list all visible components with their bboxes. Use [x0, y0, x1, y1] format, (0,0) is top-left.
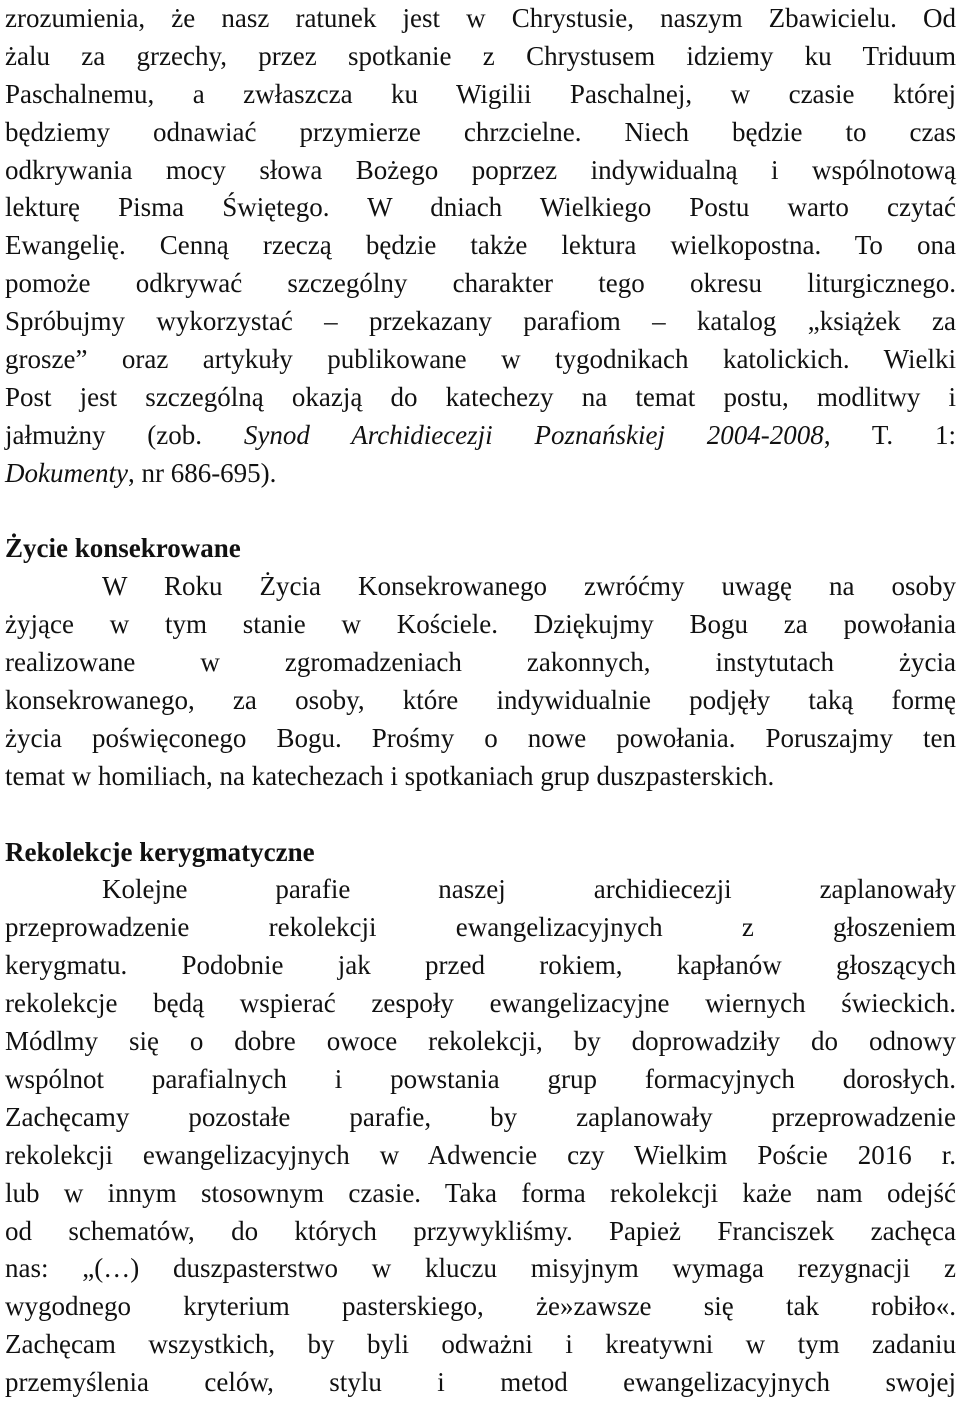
text-line: rekolekcji ewangelizacyjnych w Adwencie czy Wielkim Poście 2016 r.: [5, 1139, 956, 1170]
text-line: wygodnego kryterium pasterskiego, że»zawsze się tak robiło«.: [5, 1291, 956, 1322]
text-line: W Roku Życia Konsekrowanego zwróćmy uwagę na osoby: [102, 571, 956, 602]
citation-title: Synod Archidiecezji Poznańskiej 2004-2008: [243, 419, 824, 450]
text-line: Paschalnemu, a zwłaszcza ku Wigilii Paschalnej, w czasie której: [5, 78, 956, 109]
text-line: nas: „(…) duszpasterstwo w kluczu misyjnym wymaga rezygnacji z: [5, 1253, 956, 1284]
text-line: życia poświęconego Bogu. Prośmy o nowe powołania. Poruszajmy ten: [5, 722, 956, 753]
text-line: pomoże odkrywać szczególny charakter tego okresu liturgicznego.: [5, 268, 956, 299]
text-line: odkrywania mocy słowa Bożego poprzez indywidualną i wspólnotową: [5, 154, 956, 185]
text-line: Zachęcam wszystkich, by byli odważni i kreatywni w tym zadaniu: [5, 1329, 956, 1360]
text-line: Spróbujmy wykorzystać – przekazany parafiom – katalog „książek za: [5, 306, 956, 337]
text-line: rekolekcje będą wspierać zespoły ewangelizacyjne wiernych świeckich.: [5, 988, 956, 1019]
section-heading: Życie konsekrowane: [5, 533, 241, 564]
text-line: kerygmatu. Podobnie jak przed rokiem, kapłanów głoszących: [5, 950, 956, 981]
text-line: zrozumienia, że nasz ratunek jest w Chrystusie, naszym Zbawicielu. Od: [5, 3, 956, 33]
citation-prefix: jałmużny (zob.: [5, 419, 244, 450]
text-line: Módlmy się o dobre owoce rekolekcji, by doprowadziły do odnowy: [5, 1026, 956, 1057]
document-page: [5, 0, 956, 1402]
text-line: przeprowadzenie rekolekcji ewangelizacyjnych z głoszeniem: [5, 912, 956, 943]
text-line: od schematów, do których przywykliśmy. Papież Franciszek zachęca: [5, 1215, 956, 1246]
text-line: konsekrowanego, za osoby, które indywidualnie podjęły taką formę: [5, 685, 956, 716]
text-line-citation-end: [5, 455, 956, 493]
text-line: Ewangelię. Cenną rzeczą będzie także lektura wielkopostna. To ona: [5, 230, 956, 261]
text-line: grosze” oraz artykuły publikowane w tygodnikach katolickich. Wielki: [5, 344, 956, 375]
citation-volume: , T. 1:: [823, 419, 956, 450]
section-heading: Rekolekcje kerygmatyczne: [5, 836, 315, 867]
text-line-citation: [5, 417, 956, 455]
citation-numbers: , nr 686-695).: [127, 457, 277, 488]
text-line: żalu za grzechy, przez spotkanie z Chrystusem idziemy ku Triduum: [5, 40, 956, 71]
text-line: temat w homiliach, na katechezach i spotkaniach grup duszpasterskich.: [5, 760, 775, 791]
citation-subtitle: Dokumenty: [5, 457, 128, 488]
text-line: Kolejne parafie naszej archidiecezji zaplanowały: [102, 874, 956, 905]
section-kerygmatic-retreats: [5, 834, 956, 1402]
text-line: przemyślenia celów, stylu i metod ewangelizacyjnych swojej: [5, 1367, 956, 1398]
intro-paragraph: [5, 0, 956, 493]
section-consecrated-life: [5, 530, 956, 795]
text-line: realizowane w zgromadzeniach zakonnych, instytutach życia: [5, 647, 956, 678]
text-line: lub w innym stosownym czasie. Taka forma rekolekcji każe nam odejść: [5, 1177, 956, 1208]
text-line: Post jest szczególną okazją do katechezy na temat postu, modlitwy i: [5, 381, 956, 412]
text-line: będziemy odnawiać przymierze chrzcielne. Niech będzie to czas: [5, 116, 956, 147]
text-line: Zachęcamy pozostałe parafie, by zaplanowały przeprowadzenie: [5, 1101, 956, 1132]
text-line: żyjące w tym stanie w Kościele. Dziękujmy Bogu za powołania: [5, 609, 956, 640]
text-line: wspólnot parafialnych i powstania grup formacyjnych dorosłych.: [5, 1063, 956, 1094]
text-line: lekturę Pisma Świętego. W dniach Wielkiego Postu warto czytać: [5, 192, 956, 223]
